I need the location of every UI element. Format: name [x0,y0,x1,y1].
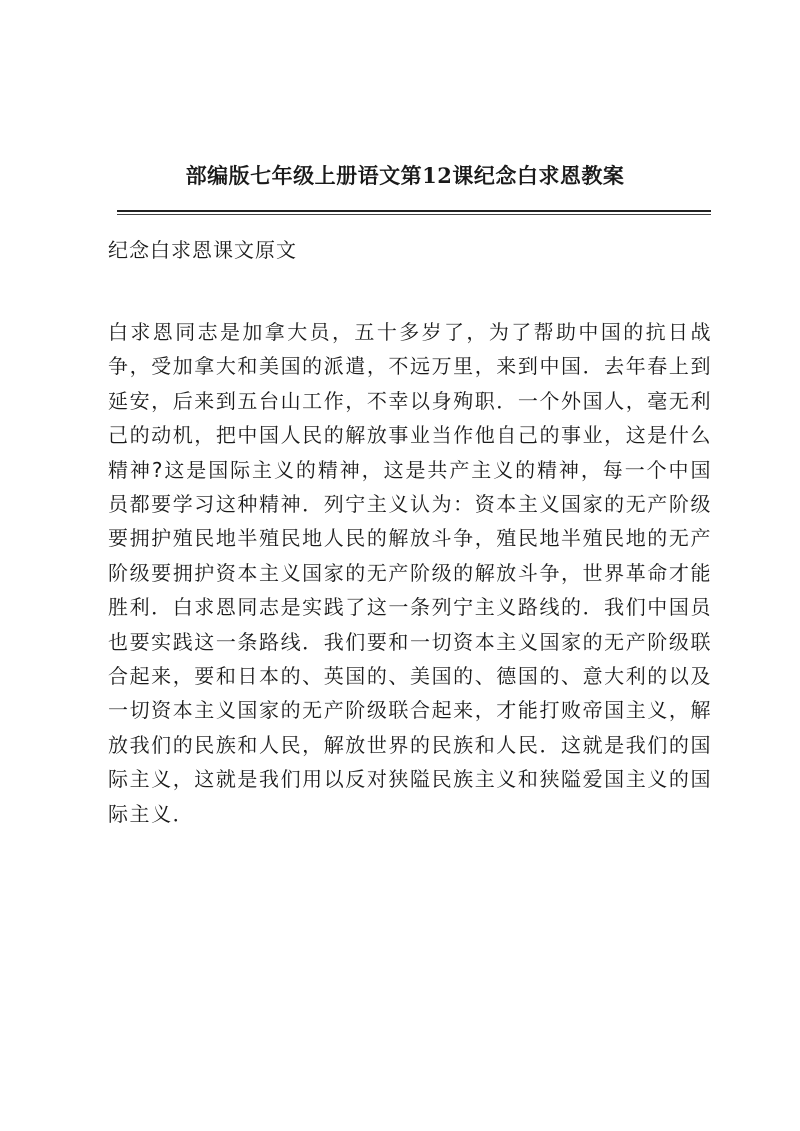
body-paragraph: 白求恩同志是加拿大员，五十多岁了，为了帮助中国的抗日战争，受加拿大和美国的派遣，不远万里，来到中国．去年春上到延安，后来到五台山工作，不幸以身殉职．一个外国人，毫无利己的动机，把中国人民的解放事业当作他自己的事业，这是什么精神?这是国际主义的精神，这是共产主义的精神，每一个中国员都要学习这种精神．列宁主义认为：资本主义国家的无产阶级要拥护殖民地半殖民地人民的解放斗争，殖民地半殖民地的无产阶级要拥护资本主义国家的无产阶级的解放斗争，世界革命才能胜利．白求恩同志是实践了这一条列宁主义路线的．我们中国员也要实践这一条路线．我们要和一切资本主义国家的无产阶级联合起来，要和日本的、英国的、美国的、德国的、意大利的以及一切资本主义国家的无产阶级联合起来，才能打败帝国主义，解放我们的民族和人民，解放世界的民族和人民．这就是我们的国际主义，这就是我们用以反对狭隘民族主义和狭隘爱国主义的国际主义． [108,320,712,826]
title-divider-thin [117,214,711,215]
title-divider [117,210,711,212]
section-heading: 纪念白求恩课文原文 [108,238,297,262]
document-title: 部编版七年级上册语文第12课纪念白求恩教案 [185,163,625,188]
